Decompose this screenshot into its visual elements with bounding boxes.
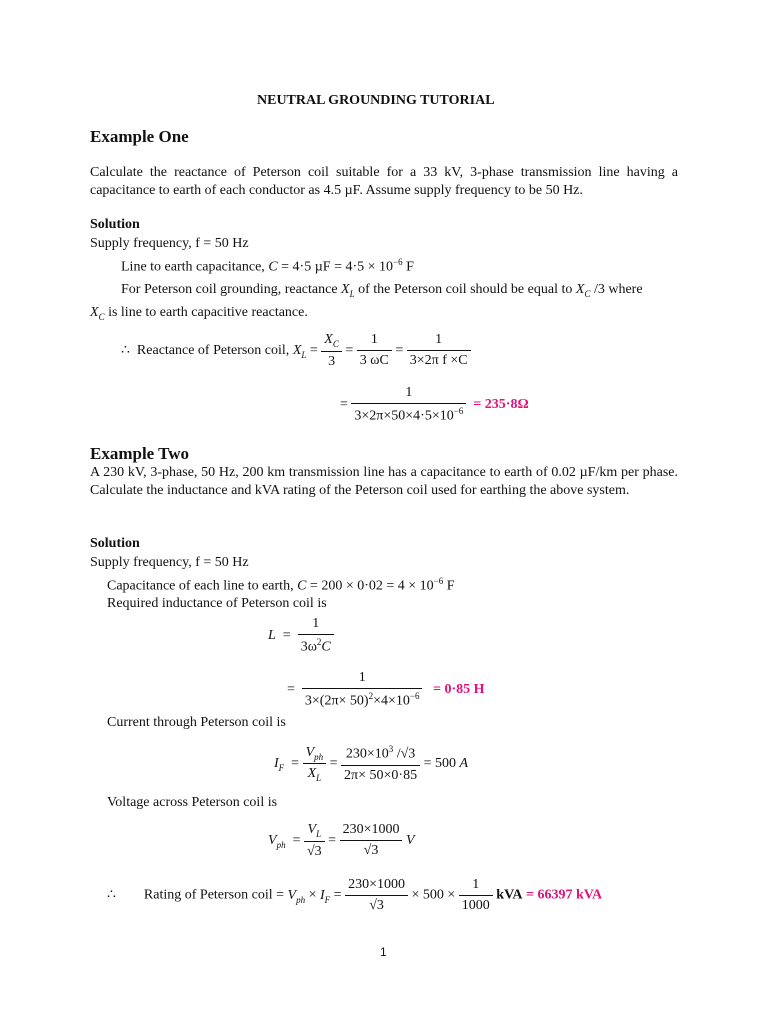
solution-one-label: Solution xyxy=(90,217,140,232)
required-inductance-text: Required inductance of Peterson coil is xyxy=(107,596,327,611)
reactance-equation: ∴ Reactance of Peterson coil, $X_L$ = $\frac{X_C}{3}$ = $\frac{1}{3 \omega C}$ = $\frac{1}{\text{3×2π f ×C}}$ xyxy=(121,332,471,370)
current-equation: $I_F$ = $\frac{V_{ph}}{X_L}$ = $\frac{230\times 10^3 /√3}{2\pi\times 50\times 0\cdot 85}$ = 500 A xyxy=(274,744,469,784)
inductance-calculation: = $\frac{1}{3\times(2\pi\times 50)^2\times 4\times 10^{-6}}$ = 0·85 H xyxy=(287,670,485,709)
example-two-heading: Example Two xyxy=(90,444,190,463)
example-two-problem: A 230 kV, 3-phase, 50 Hz, 200 km transmission line has a capacitance to earth of 0.02 µF/km per phase. Calculate the inductance and kVA rating of the Peterson coil used for earthing the above system. xyxy=(90,465,678,498)
reactance-result-equation: = $\frac{1}{3\times 2\pi\times 50\times 4\cdot 5\times 10^{-6}}$ = 235·8Ω xyxy=(340,385,529,424)
inductance-formula: L = $\frac{1}{3\omega^2C}$ xyxy=(268,616,334,656)
solution-two-label: Solution xyxy=(90,536,140,551)
current-text: Current through Peterson coil is xyxy=(107,715,286,730)
line-capacitance-two: Capacitance of each line to earth, $C = 200 \times 0\cdot 02 = 4 \times 10^{-6}$ F xyxy=(107,576,455,594)
supply-frequency-two: Supply frequency, f = 50 Hz xyxy=(90,555,249,570)
example-one-heading: Example One xyxy=(90,127,189,146)
line-earth-capacitance: Line to earth capacitance, C = 4·5 $\mu F = 4\cdot 5 \times 10^{-6}$ F xyxy=(121,257,414,275)
reactance-result: = 235·8Ω xyxy=(473,397,529,413)
rating-equation: ∴ Rating of Peterson coil = $V_{ph} \times I_F$ = $\frac{230\times 1000}{√3}$ × 500 × $\frac{1}{1000}$ kVA = 66397 kVA xyxy=(107,877,603,913)
inductance-result: = 0·85 H xyxy=(432,682,485,698)
voltage-equation: $V_{ph}$ = $\frac{V_L}{√3}$ = $\frac{230\times 1000}{√3}$ V xyxy=(268,822,415,859)
example-one-problem: Calculate the reactance of Peterson coil suitable for a 33 kV, 3-phase transmission line having a capacitance to earth of each conductor as 4.5 µF. Assume supply frequency to be 50 Hz. xyxy=(90,165,678,198)
supply-frequency-one: Supply frequency, f = 50 Hz xyxy=(90,236,249,251)
page-title: NEUTRAL GROUNDING TUTORIAL xyxy=(257,93,495,108)
voltage-text: Voltage across Peterson coil is xyxy=(107,795,278,810)
page-number: 1 xyxy=(380,945,387,959)
peterson-condition: For Peterson coil grounding, reactance $X_L$ of the Peterson coil should be equal to $X_C$ /3 where xyxy=(121,282,643,299)
rating-result: = 66397 kVA xyxy=(525,887,603,903)
xc-definition: $X_C$ is line to earth capacitive reactance. xyxy=(90,305,308,322)
